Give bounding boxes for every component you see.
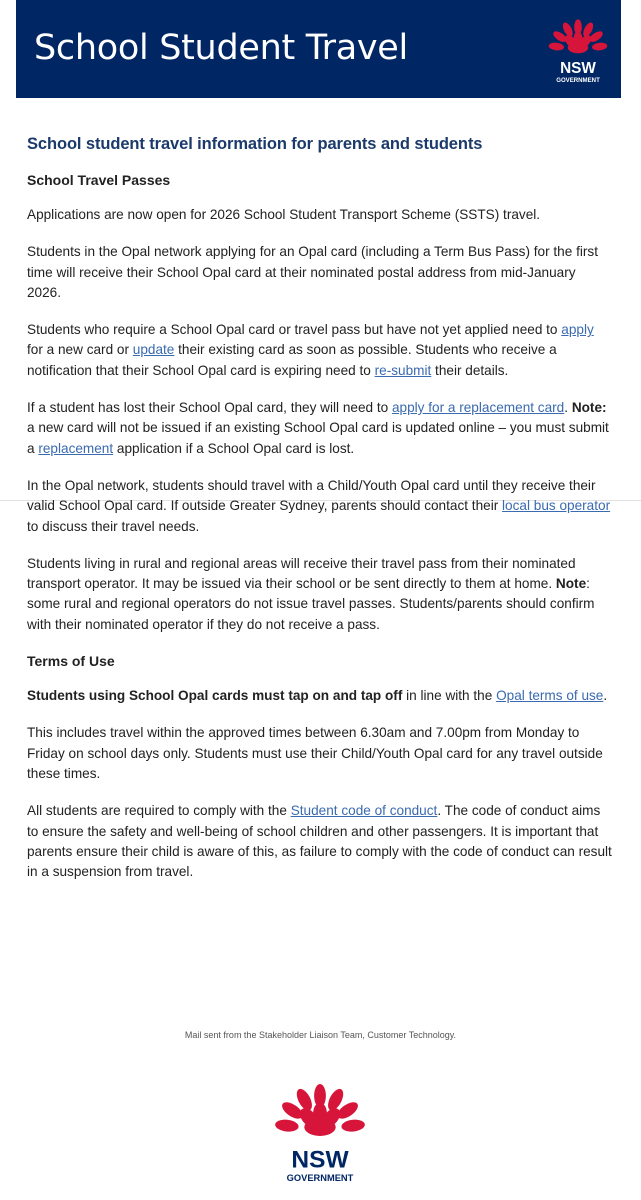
paragraph-approved-times: This includes travel within the approved times between 6.30am and 7.00pm from Monday to Friday on school days only. Students must use their Child/Youth Opal card for any travel outside these times. [27,725,603,781]
text: for a new card or [27,342,133,358]
text: in line with the [402,688,497,704]
header-banner [16,0,621,98]
text: Students living in rural and regional areas will receive their travel pass from their nominated transport operator. It may be issued via their school or be sent directly to them at home. [27,555,576,592]
waratah-icon [275,1084,366,1136]
paragraph-tap-on-off [27,686,612,706]
paragraph-code-of-conduct [27,801,612,882]
apply-link[interactable]: apply [561,322,594,338]
logo-text: NSW [291,1146,349,1174]
text: If a student has lost their School Opal card, they will need to [27,400,392,416]
text: their details. [431,362,509,378]
logo-subtext: GOVERNMENT [286,1173,354,1184]
page-heading: School student travel information for parents and students [27,135,483,153]
tap-rule: Students using School Opal cards must tap on and tap off [27,688,403,704]
replacement-card-link[interactable]: apply for a replacement card [391,400,565,416]
text: . The code of conduct aims to ensure the safety and well-being of school children and other passengers. It is important that parents ensure their child is aware of this, as failure to comply with the code of conduct can result in a suspension from travel. [27,803,612,880]
update-link[interactable]: update [132,342,175,358]
logo-text: NSW [560,60,596,78]
local-bus-operator-link[interactable]: local bus operator [502,498,611,514]
text: : some rural and regional operators do not issue travel passes. Students/parents should confirm with their nominated operator if they do not receive a pass. [27,576,595,632]
text: . [564,400,572,416]
paragraph-applications: Applications are now open for 2026 School Student Transport Scheme (SSTS) travel. [27,207,541,222]
resubmit-link[interactable]: re-submit [374,362,432,378]
note-label: Note: [571,400,607,416]
text: All students are required to comply with the [27,803,291,819]
nsw-government-logo [546,18,610,86]
paragraph-lost-card [27,398,612,459]
section-heading-passes: School Travel Passes [27,172,171,188]
note-label: Note [555,576,587,592]
text: In the Opal network, students should travel with a Child/Youth Opal card until they receive their valid School Opal card. If outside Greater Sydney, parents should contact their [27,477,596,514]
section-heading-terms: Terms of Use [27,653,115,670]
footer-note: Mail sent from the Stakeholder Liaison Team, Customer Technology. [184,1030,457,1040]
paragraph-apply-update [27,320,612,381]
text: to discuss their travel needs. [27,518,200,534]
text: a new card will not be issued if an existing School Opal card is updated online – you must submit a [27,420,609,456]
paragraph-rural-regional [27,554,612,635]
replacement-link[interactable]: replacement [38,440,114,456]
banner-title: School Student Travel [34,28,408,68]
opal-terms-link[interactable]: Opal terms of use [496,688,604,704]
text: application if a School Opal card is lost. [113,440,355,456]
logo-subtext: GOVERNMENT [556,77,600,85]
paragraph-child-youth [27,476,612,537]
waratah-icon [548,19,607,53]
footer-nsw-logo [271,1082,369,1186]
main-content [27,131,612,882]
text: . [603,688,608,704]
text: their existing card as soon as possible. Students who receive a notification that their School Opal card is expiring need to [27,342,557,378]
text: Students who require a School Opal card or travel pass but have not yet applied need to [27,322,562,338]
code-of-conduct-link[interactable]: Student code of conduct [290,803,438,819]
paragraph-opal-network: Students in the Opal network applying for an Opal card (including a Term Bus Pass) for the first time will receive their School Opal card at their nominated postal address from mid-January 2026. [27,244,598,300]
